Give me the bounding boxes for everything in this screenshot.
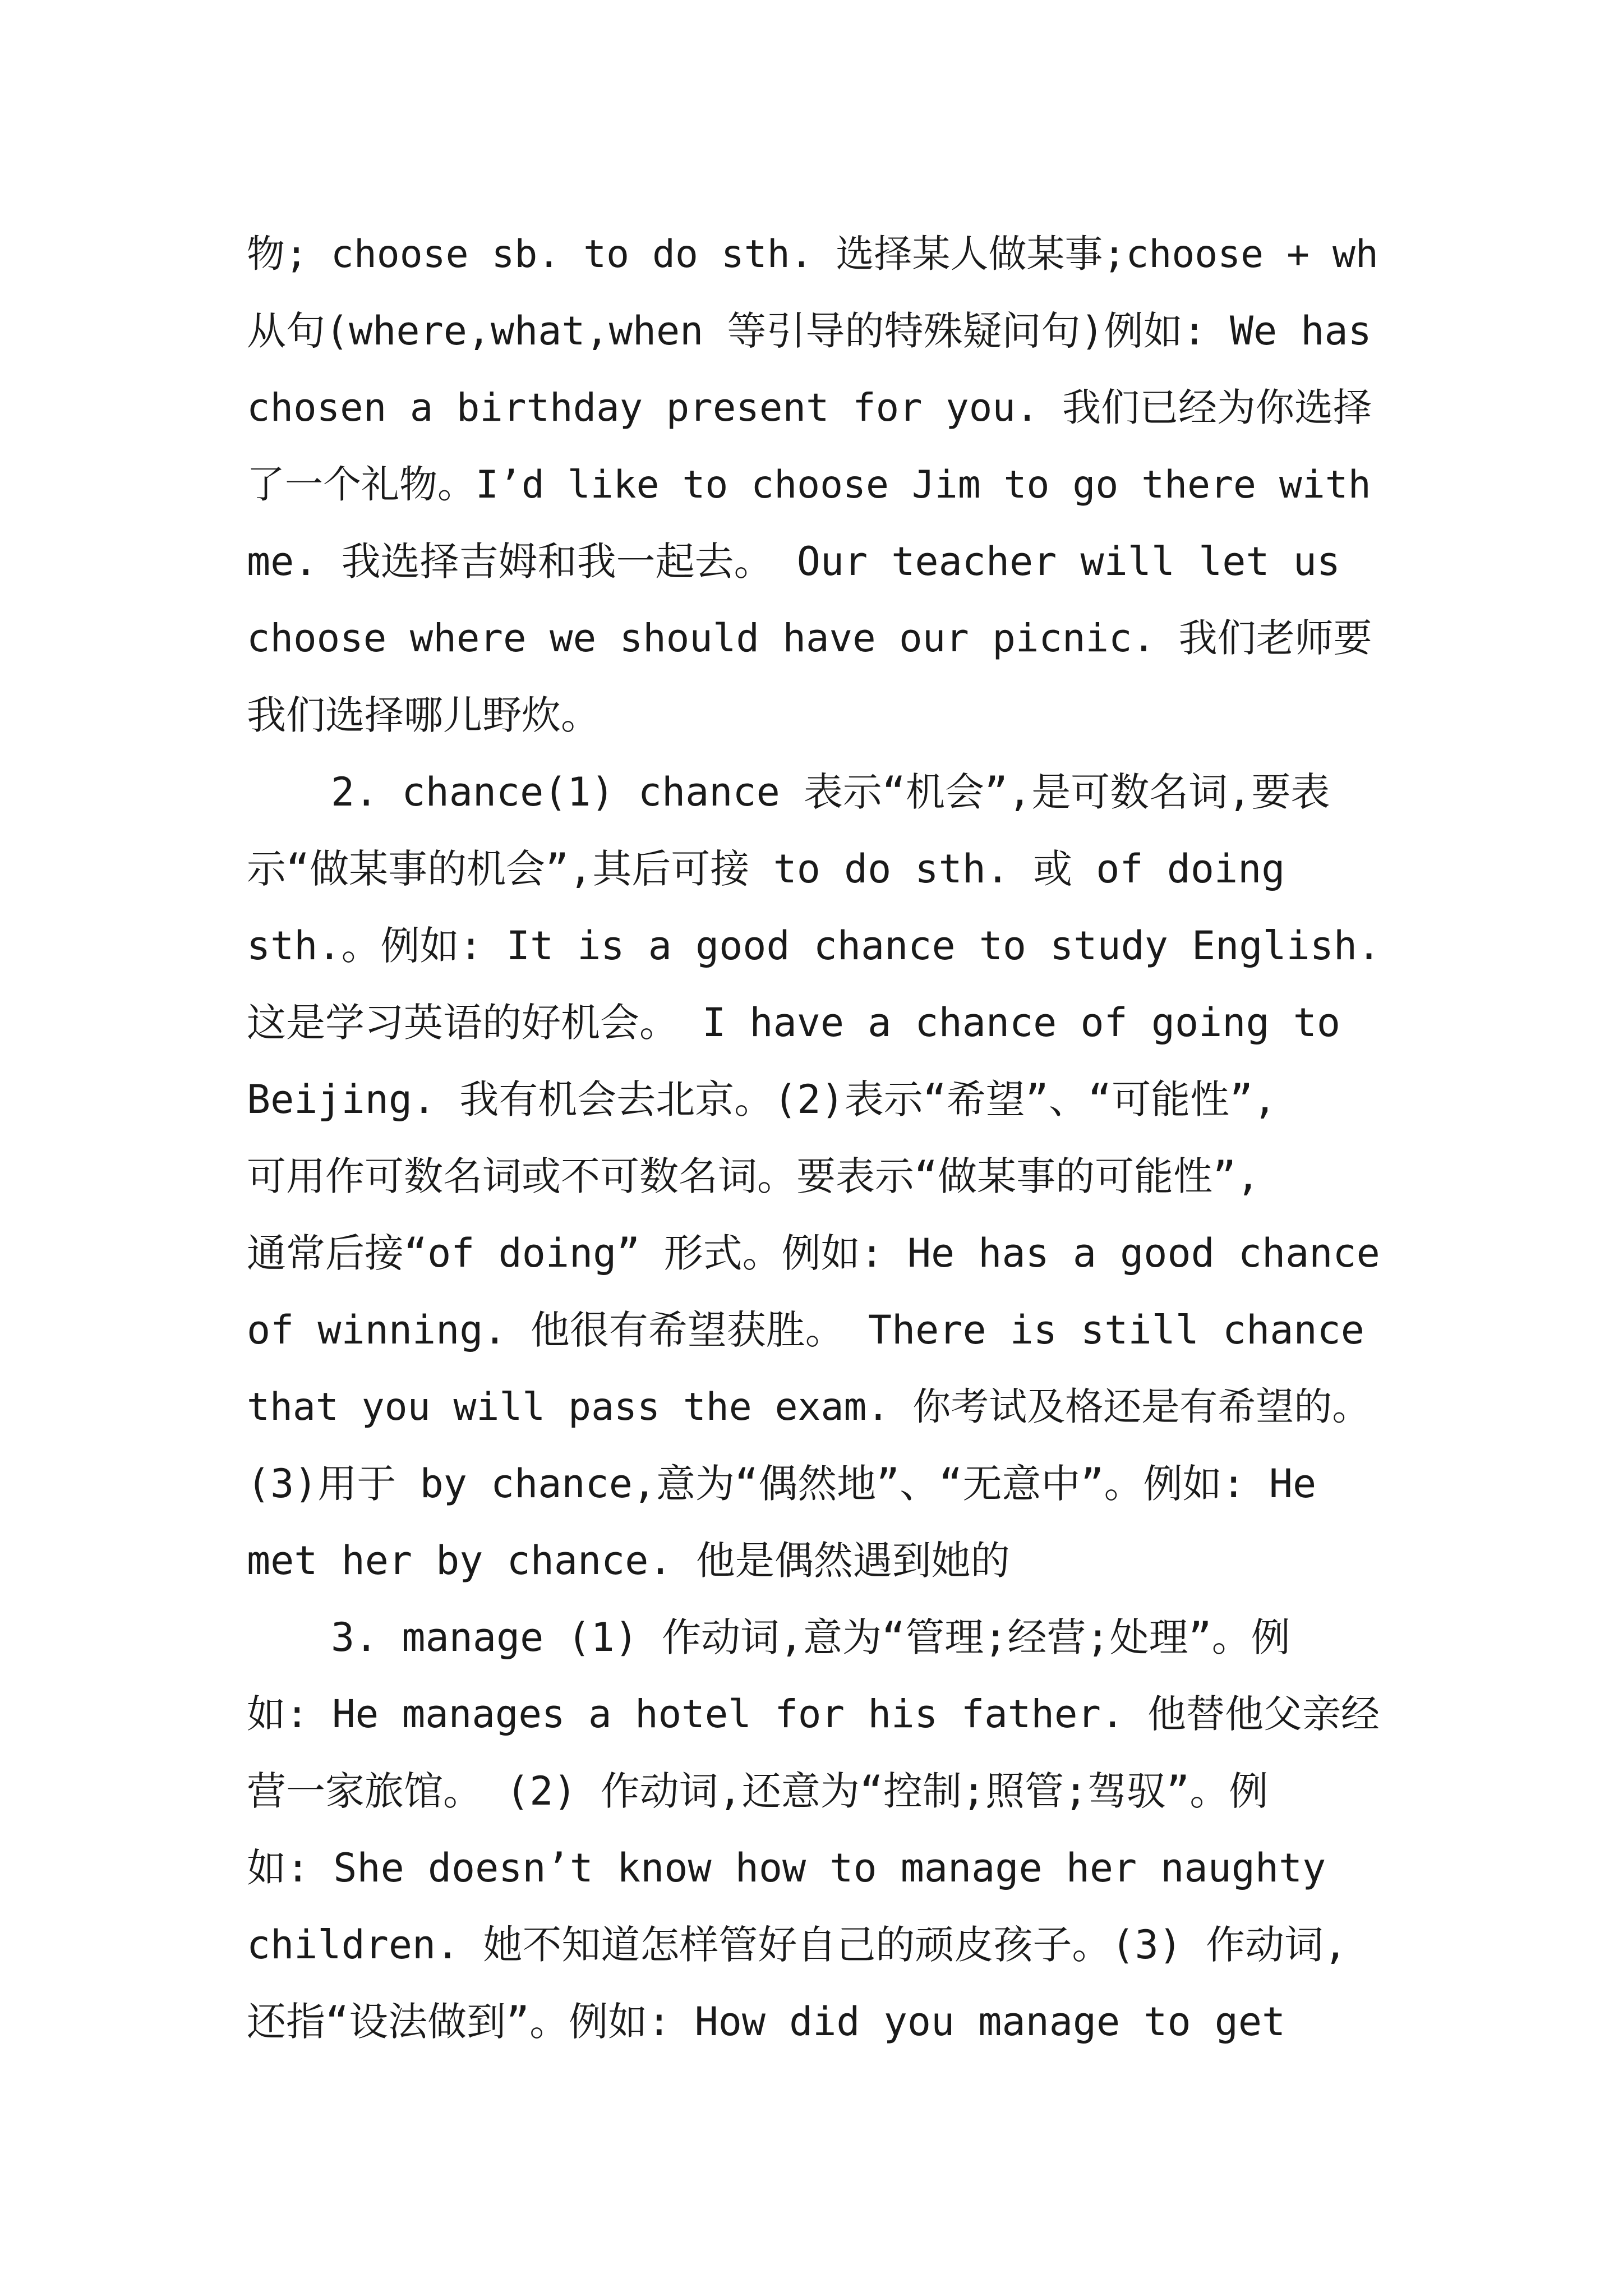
text-line: met her by chance. 他是偶然遇到她的 [247, 1538, 1010, 1584]
text-line: 这是学习英语的好机会。 I have a chance of going to [247, 1000, 1341, 1046]
text-line: 从句(where,what,when 等引导的特殊疑问句)例如: We has [247, 308, 1372, 354]
text-line: that you will pass the exam. 你考试及格还是有希望的。 [247, 1385, 1371, 1429]
text-line: 可用作可数名词或不可数名词。要表示“做某事的可能性”, [247, 1153, 1260, 1199]
text-line: 如: She doesn’t know how to manage her naughty [247, 1845, 1326, 1891]
text-line: 示“做某事的机会”,其后可接 to do sth. 或 of doing [247, 846, 1285, 892]
text-line: Beijing. 我有机会去北京。(2)表示“希望”、“可能性”, [247, 1076, 1277, 1122]
text-line: choose where we should have our picnic. 我们老师要 [247, 616, 1372, 661]
text-line: 还指“设法做到”。例如: How did you manage to get [247, 1999, 1286, 2045]
text-line: 如: He manages a hotel for his father. 他替他父亲经 [247, 1692, 1380, 1737]
text-line: 我们选择哪儿野炊。 [247, 692, 600, 738]
text-line: children. 她不知道怎样管好自己的顽皮孩子。(3) 作动词, [247, 1922, 1348, 1968]
text-line: chosen a birthday present for you. 我们已经为你选择 [247, 385, 1372, 430]
text-line: of winning. 他很有希望获胜。 There is still chance [247, 1307, 1364, 1353]
paragraph-start-line: 3. manage (1) 作动词,意为“管理;经营;处理”。例 [331, 1614, 1290, 1660]
text-line: (3)用于 by chance,意为“偶然地”、“无意中”。例如: He [247, 1461, 1317, 1507]
text-line: 营一家旅馆。 (2) 作动词,还意为“控制;照管;驾驭”。例 [247, 1768, 1269, 1814]
text-line: me. 我选择吉姆和我一起去。 Our teacher will let us [247, 539, 1341, 585]
document-body [247, 216, 1385, 2060]
text-line: 了一个礼物。I’d like to choose Jim to go there with [247, 463, 1371, 507]
paragraph-start-line: 2. chance(1) chance 表示“机会”,是可数名词,要表 [331, 769, 1330, 815]
text-line: 物; choose sb. to do sth. 选择某人做某事;choose + wh [247, 232, 1378, 277]
text-line: 通常后接“of doing” 形式。例如: He has a good chance [247, 1230, 1380, 1276]
text-line: sth.。例如: It is a good chance to study English. [247, 923, 1381, 969]
